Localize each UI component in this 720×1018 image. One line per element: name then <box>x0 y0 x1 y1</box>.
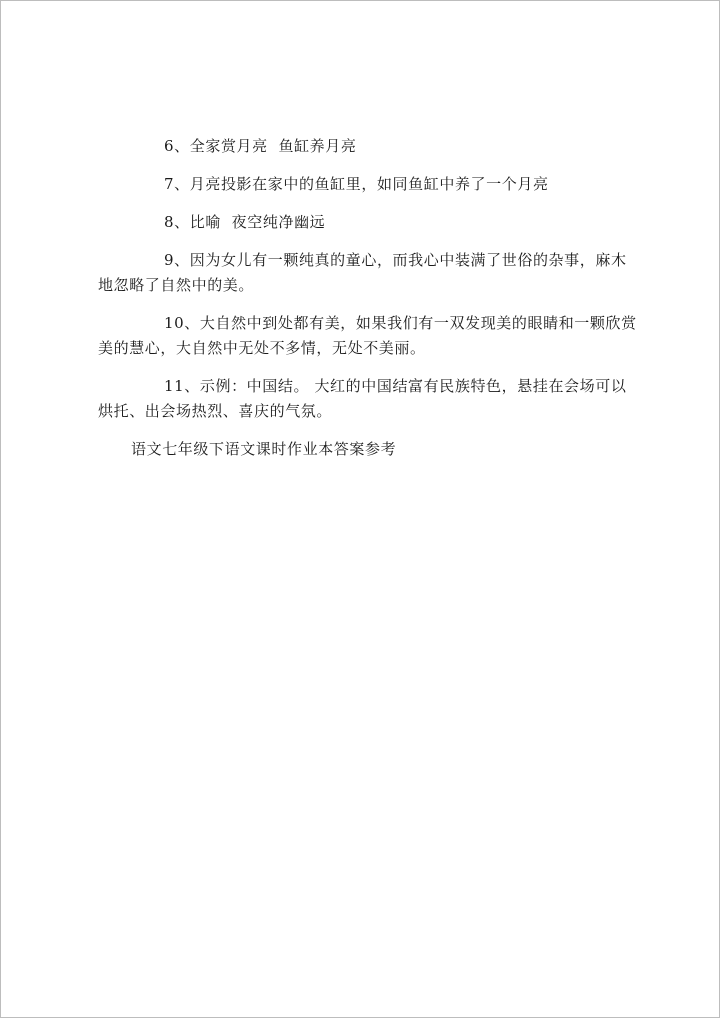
answer-7: 7、月亮投影在家中的鱼缸里，如同鱼缸中养了一个月亮 <box>164 175 549 193</box>
answer-8: 8、比喻 夜空纯净幽远 <box>164 213 326 231</box>
answer-11: 11、示例：中国结。 大红的中国结富有民族特色，悬挂在会场可以烘托、出会场热烈、喜庆的气氛。 <box>98 377 627 420</box>
answer-9: 9、因为女儿有一颗纯真的童心，而我心中装满了世俗的杂事，麻木地忽略了自然中的美。 <box>98 251 627 294</box>
closing-line: 语文七年级下语文课时作业本答案参考 <box>131 440 397 458</box>
answer-list <box>98 134 638 475</box>
answer-10: 10、大自然中到处都有美，如果我们有一双发现美的眼睛和一颗欣赏美的慧心，大自然中无处不多情，无处不美丽。 <box>98 314 637 357</box>
answer-6: 6、全家赏月亮 鱼缸养月亮 <box>164 137 357 155</box>
